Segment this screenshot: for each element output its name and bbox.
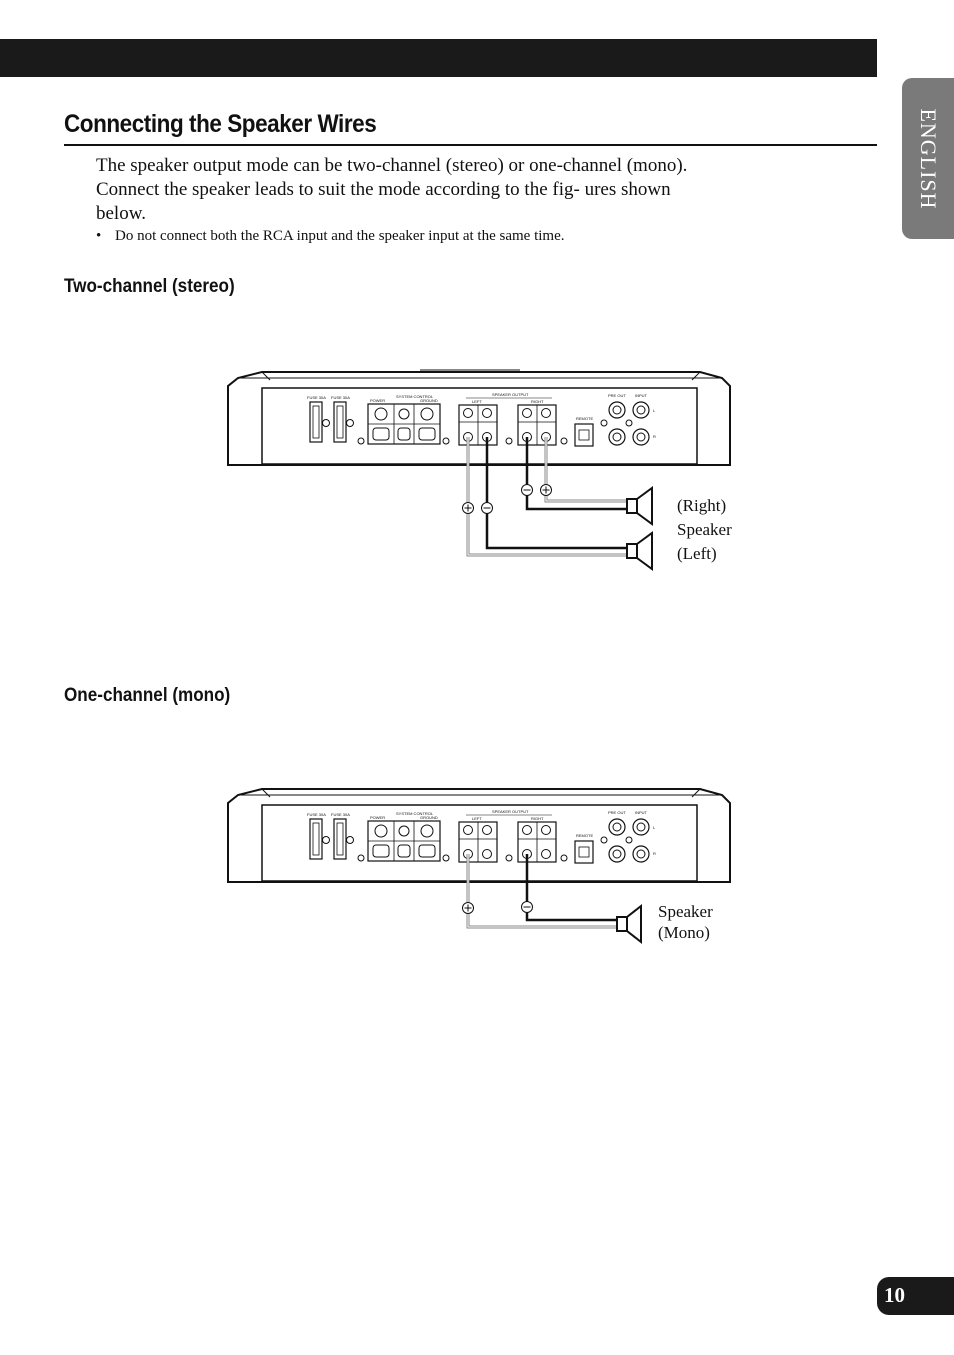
- bullet-dot: •: [96, 228, 102, 244]
- page-number: 10: [884, 1283, 905, 1307]
- remote-label: REMOTE: [576, 416, 594, 421]
- amplifier-mono: [228, 789, 730, 882]
- left-label-mono: LEFT: [472, 816, 482, 821]
- page-title: Connecting the Speaker Wires: [64, 110, 377, 138]
- language-tab-label: ENGLISH: [916, 107, 941, 210]
- page-number-badge: [877, 1277, 954, 1315]
- fuse-b-label: FUSE 30A: [331, 395, 350, 400]
- section-title-stereo: Two-channel (stereo): [64, 276, 235, 297]
- speaker-output-label-mono: SPEAKER OUTPUT: [492, 809, 529, 814]
- section-title-mono: One-channel (mono): [64, 685, 231, 706]
- speaker-right-icon: [627, 488, 652, 524]
- label-speaker-mono: Speaker: [658, 902, 713, 921]
- speaker-mono-icon: [617, 906, 641, 942]
- pre-out-label-mono: PRE OUT: [608, 810, 626, 815]
- mono-polarity-markers: [463, 902, 533, 914]
- fuse-b-label-mono: FUSE 30A: [331, 812, 350, 817]
- power-label-mono: POWER: [370, 815, 386, 820]
- amplifier-stereo: [228, 370, 730, 465]
- label-speaker-stereo: Speaker: [677, 520, 732, 539]
- speaker-left-icon: [627, 533, 652, 569]
- right-label: RIGHT: [531, 399, 544, 404]
- ground-label-mono: GROUND: [420, 815, 438, 820]
- power-label: POWER: [370, 398, 386, 403]
- pre-out-label: PRE OUT: [608, 393, 626, 398]
- channel-l-label: L: [653, 408, 656, 413]
- ground-label: GROUND: [420, 398, 438, 403]
- input-label: INPUT: [635, 393, 647, 398]
- label-right: (Right): [677, 496, 727, 515]
- mono-wiring-diagram: [0, 760, 954, 1060]
- left-label: LEFT: [472, 399, 482, 404]
- right-label-mono: RIGHT: [531, 816, 544, 821]
- speaker-output-label: SPEAKER OUTPUT: [492, 392, 529, 397]
- fuse-a-label-mono: FUSE 30A: [307, 812, 326, 817]
- fuse-a-label: FUSE 30A: [307, 395, 326, 400]
- label-left: (Left): [677, 544, 717, 563]
- input-label-mono: INPUT: [635, 810, 647, 815]
- bullet-text: Do not connect both the RCA input and the speaker input at the same time.: [115, 228, 565, 244]
- intro-paragraph: The speaker output mode can be two-channel (stereo) or one-channel (mono). Connect the speaker leads to suit the mode according to the fig- ures shown below.: [96, 155, 688, 224]
- stereo-wiring-diagram: [0, 0, 954, 600]
- channel-l-label-mono: L: [653, 825, 656, 830]
- label-mono: (Mono): [658, 923, 710, 942]
- remote-label-mono: REMOTE: [576, 833, 594, 838]
- system-control-label: SYSTEM CONTROL: [396, 394, 434, 399]
- channel-r-label: R: [653, 434, 656, 439]
- channel-r-label-mono: R: [653, 851, 656, 856]
- system-control-label-mono: SYSTEM CONTROL: [396, 811, 434, 816]
